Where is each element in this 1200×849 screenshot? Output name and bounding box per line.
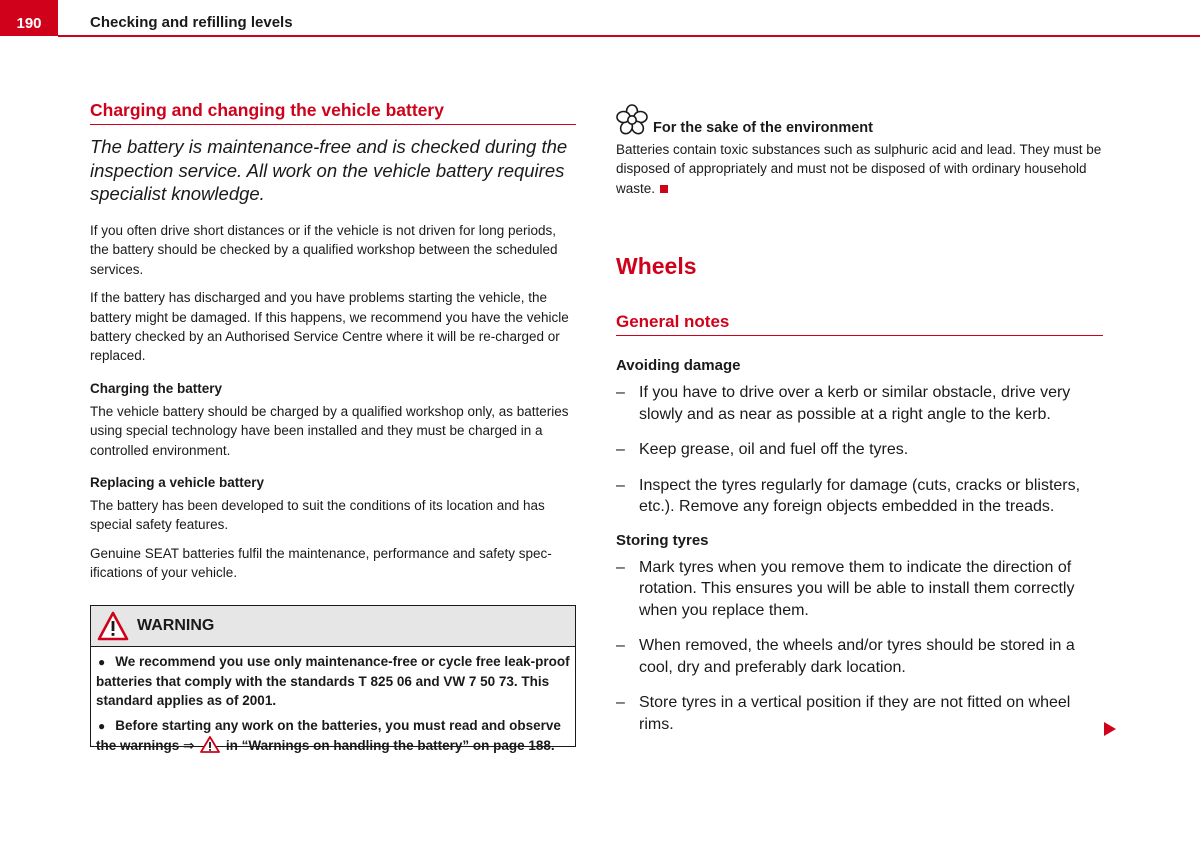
replacing-text-2: Genuine SEAT batteries fulfil the maintenance, performance and safety spec-ifications of your vehicle. xyxy=(90,545,552,581)
list-dash: – xyxy=(616,441,625,458)
warning-item-text: Before starting any work on the batteries, you must read and observe the warnings xyxy=(96,718,561,753)
environment-header xyxy=(616,104,873,136)
intro-text: The battery is maintenance-free and is checked during the inspection service. All work on the vehicle battery requires specialist knowledge. xyxy=(90,136,568,204)
warning-body xyxy=(91,647,575,755)
list-item-text: Store tyres in a vertical position if they are not fitted on wheel rims. xyxy=(639,694,1071,733)
continue-arrow-icon[interactable] xyxy=(1104,722,1116,736)
warning-item: ● We recommend you use only maintenance-free or cycle free leak-proof batteries that comply with the standards T 825 06 and VW 7 50 73. This standard applies as of 2001. xyxy=(96,654,570,708)
environment-title: For the sake of the environment xyxy=(653,120,873,136)
replacing-heading: Replacing a vehicle battery xyxy=(90,475,265,491)
list-dash: – xyxy=(616,637,625,654)
warning-item-text: We recommend you use only maintenance-free or cycle free leak-proof batteries that comply with the standards T 825 06 and VW 7 50 73. This standard applies as of 2001. xyxy=(96,654,570,708)
left-body xyxy=(90,221,576,583)
warning-box xyxy=(90,605,576,753)
paragraph-short-distances: If you often drive short distances or if the vehicle is not driven for long periods, the battery should be checked by a qualified workshop between the scheduled services. xyxy=(90,223,558,277)
header-rule xyxy=(58,35,1200,37)
list-item-text: When removed, the wheels and/or tyres should be stored in a cool, dry and preferably dark location. xyxy=(639,637,1075,676)
chapter-title: Checking and refilling levels xyxy=(90,14,293,31)
flower-environment-icon xyxy=(616,104,648,136)
warning-header xyxy=(91,606,575,647)
warning-item: ● Before starting any work on the batteries, you must read and observe the warnings ⇒ in “Warnings on handling the battery” on page 188. xyxy=(96,718,561,753)
list-item-text: Mark tyres when you remove them to indicate the direction of rotation. This ensures you will be able to install them correctly when you replace them. xyxy=(639,558,1075,619)
page-number: 190 xyxy=(0,0,58,36)
warning-reference-icon[interactable] xyxy=(200,736,220,753)
list-dash: – xyxy=(616,694,625,711)
general-notes-title: General notes xyxy=(616,312,1103,336)
environment-text xyxy=(616,140,1106,198)
environment-text-body: Batteries contain toxic substances such as sulphuric acid and lead. They must be disposed of appropriately and must not be disposed of with ordinary household waste. xyxy=(616,142,1102,196)
warning-reference-link[interactable]: in “Warnings on handling the battery” on page 188. xyxy=(225,738,555,753)
storing-tyres-list xyxy=(616,557,1106,736)
list-item-text: Inspect the tyres regularly for damage (cuts, cracks or blisters, etc.). Remove any foreign objects embedded in the treads. xyxy=(639,476,1081,515)
list-item-text: Keep grease, oil and fuel off the tyres. xyxy=(639,441,909,458)
paragraph-discharged: If the battery has discharged and you have problems starting the vehicle, the battery might be damaged. If this happens, we recommend you have the vehicle battery checked by an Authorised Service Centre where it will be re-charged or replaced. xyxy=(90,290,569,364)
list-item-text: If you have to drive over a kerb or similar obstacle, drive very slowly and as near as possible at a right angle to the kerb. xyxy=(639,384,1071,423)
charging-text: The vehicle battery should be charged by a qualified workshop only, as batteries using special technology have been installed and they must be charged in a controlled environment. xyxy=(90,403,569,458)
list-dash: – xyxy=(616,384,625,401)
warning-label: WARNING xyxy=(137,617,215,634)
reference-arrow: ⇒ xyxy=(183,738,195,753)
replacing-text-1: The battery has been developed to suit the conditions of its location and has special safety features. xyxy=(90,498,545,533)
wheels-title: Wheels xyxy=(616,253,697,279)
right-body xyxy=(616,357,1106,749)
list-dash: – xyxy=(616,558,625,576)
avoiding-damage-heading: Avoiding damage xyxy=(616,357,741,374)
charging-heading: Charging the battery xyxy=(90,380,223,396)
section-title: Charging and changing the vehicle battery xyxy=(90,100,576,125)
list-dash: – xyxy=(616,476,625,494)
list-item xyxy=(616,692,1106,735)
list-item xyxy=(616,439,1106,461)
list-item xyxy=(616,557,1106,622)
avoiding-damage-list xyxy=(616,382,1106,518)
list-item xyxy=(616,382,1106,425)
warning-triangle-icon xyxy=(97,611,129,641)
list-item xyxy=(616,635,1106,678)
list-item xyxy=(616,475,1106,518)
storing-tyres-heading: Storing tyres xyxy=(616,531,709,549)
end-of-section-mark xyxy=(660,185,668,193)
